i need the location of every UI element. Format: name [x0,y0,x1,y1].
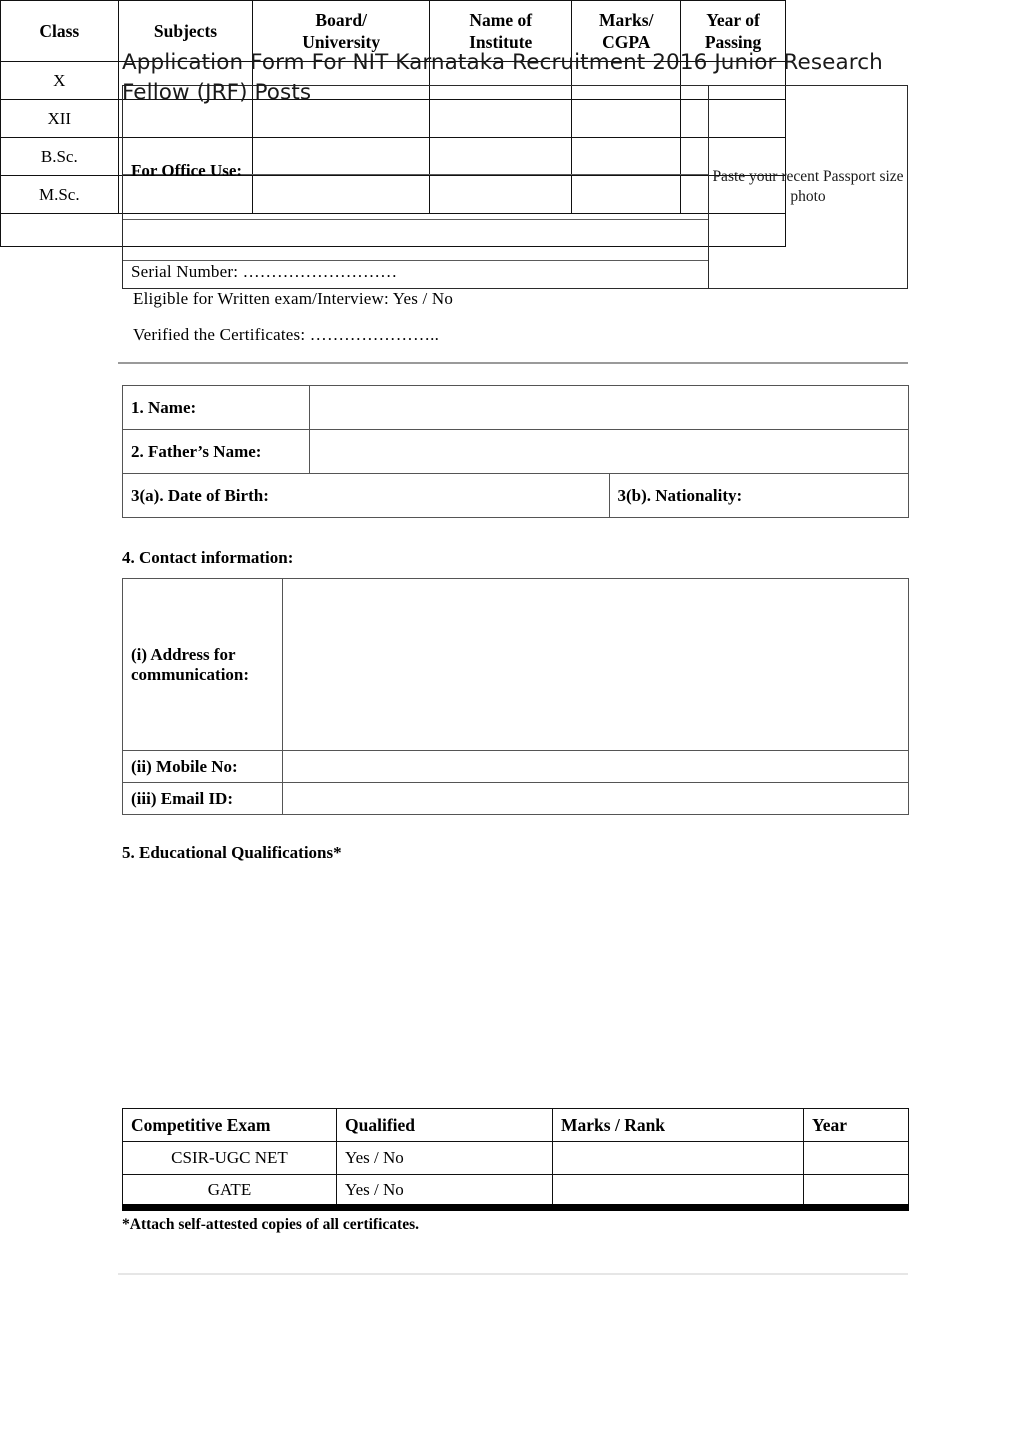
office-use-label: For Office Use: [131,161,243,180]
edu-col-marks [572,1,681,62]
edu-col-board-line1: Board/ [315,10,367,30]
mobile-label: (ii) Mobile No: [123,751,283,783]
edu-col-year-line2: Passing [704,32,762,52]
photo-paste-box[interactable] [708,85,908,289]
edu-col-institute-line2: Institute [469,32,533,52]
office-divider-2 [123,219,709,220]
edu-col-marks-line2: CGPA [602,32,651,52]
table-row [123,430,909,474]
comp-qualified-value[interactable]: Yes / No [337,1175,553,1208]
comp-qualified-value[interactable]: Yes / No [337,1142,553,1175]
table-row [123,783,909,815]
edu-col-subjects-line1: Subjects [153,21,218,41]
comp-marks-cell[interactable] [553,1142,804,1175]
edu-row-class: B.Sc. [1,138,119,176]
email-label: (iii) Email ID: [123,783,283,815]
edu-row-class: X [1,62,119,100]
office-divider-3 [123,260,709,261]
office-use-box [122,85,708,289]
fathers-name-label: 2. Father’s Name: [123,430,310,474]
section-divider-bottom [118,1273,908,1275]
edu-col-subjects [118,1,253,62]
edu-col-institute [429,1,571,62]
edu-col-year-line1: Year of [706,10,760,30]
nationality-label[interactable]: 3(b). Nationality: [609,474,909,518]
page-title: Application Form For NIT Karnataka Recruitment 2016 Junior Research Fellow (JRF) Posts [122,50,883,105]
edu-row-class: M.Sc. [1,176,119,214]
personal-details-table [122,385,909,518]
date-of-birth-label[interactable]: 3(a). Date of Birth: [123,474,610,518]
edu-col-board-line2: University [302,32,381,52]
comp-col-year: Year [804,1109,909,1142]
address-input-cell[interactable] [283,579,909,751]
comp-col-exam: Competitive Exam [123,1109,337,1142]
photo-instruction-label: Paste your recent Passport size photo [712,168,904,205]
edu-row-class: XII [1,100,119,138]
address-label: (i) Address for communication: [123,579,283,751]
name-label: 1. Name: [123,386,310,430]
comp-col-qualified: Qualified [337,1109,553,1142]
edu-col-board [253,1,430,62]
eligibility-line[interactable]: Eligible for Written exam/Interview: Yes / No [133,289,454,308]
comp-year-cell[interactable] [804,1175,909,1208]
education-section-heading: 5. Educational Qualifications* [122,843,342,862]
office-use-section [122,85,908,289]
contact-information-table [122,578,909,815]
email-input-cell[interactable] [283,783,909,815]
table-row [123,1142,909,1175]
comp-marks-cell[interactable] [553,1175,804,1208]
name-input-cell[interactable] [310,386,909,430]
comp-year-cell[interactable] [804,1142,909,1175]
edu-col-class [1,1,119,62]
table-row [123,386,909,430]
table-row [123,1175,909,1208]
fathers-name-input-cell[interactable] [310,430,909,474]
comp-col-marks: Marks / Rank [553,1109,804,1142]
edu-col-class-line1: Class [39,21,80,41]
table-row [123,751,909,783]
table-header-row [123,1109,909,1142]
competitive-exam-table [122,1108,909,1211]
table-row [123,474,909,518]
serial-number-field[interactable]: Serial Number: ……………………… [131,262,398,281]
edu-col-institute-line1: Name of [469,10,533,30]
section-divider-top [118,362,908,364]
mobile-input-cell[interactable] [283,751,909,783]
table-header-row [1,1,786,62]
comp-exam-name: GATE [123,1175,337,1208]
table-row [123,579,909,751]
certificates-verified-line[interactable]: Verified the Certificates: ………………….. [133,325,440,344]
footnote-text: *Attach self-attested copies of all certificates. [122,1216,419,1233]
edu-col-year [681,1,786,62]
edu-col-marks-line1: Marks/ [599,10,654,30]
comp-exam-name: CSIR-UGC NET [123,1142,337,1175]
contact-section-heading: 4. Contact information: [122,548,294,567]
